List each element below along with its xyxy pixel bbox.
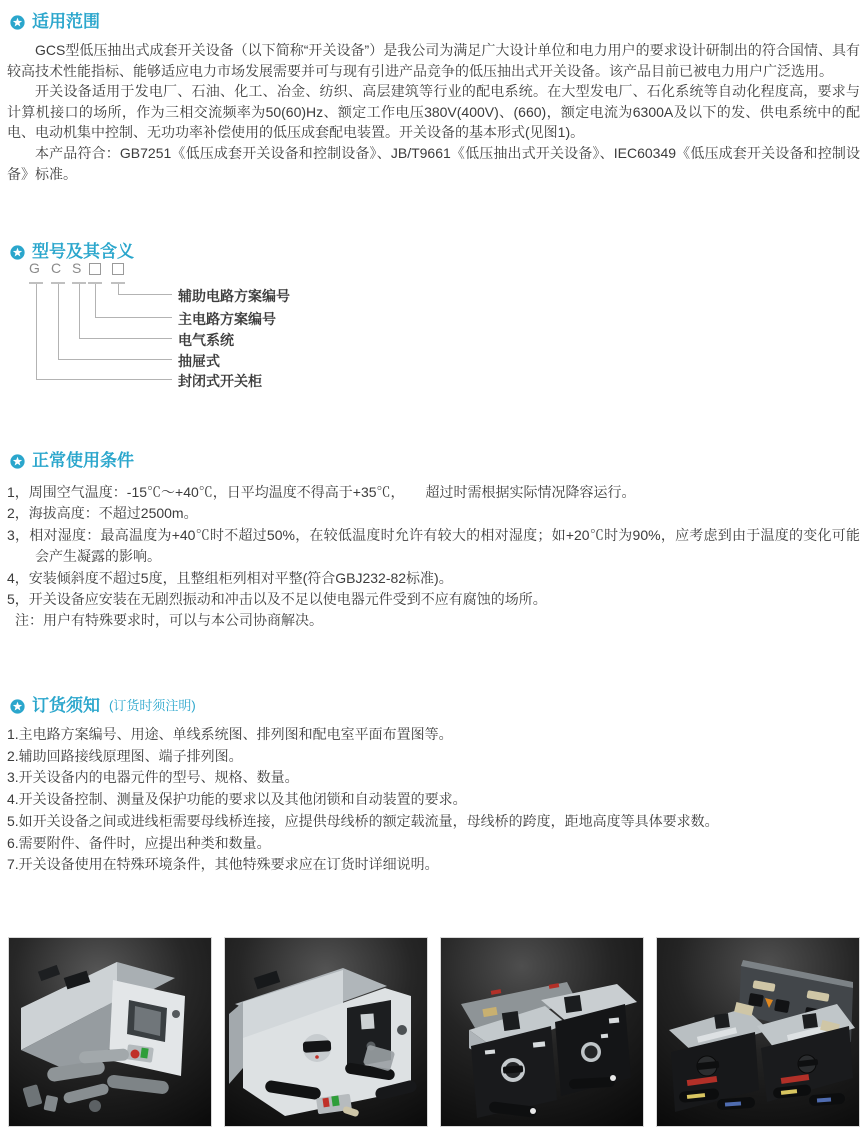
model-code-letter-g: G	[29, 260, 40, 276]
list-item: 2.辅助回路接线原理图、端子排列图。	[7, 747, 243, 764]
model-meaning-label: 辅助电路方案编号	[178, 288, 290, 304]
scope-paragraph: 开关设备适用于发电厂、石油、化工、冶金、纺织、高层建筑等行业的配电系统。在大型发电厂、石化系统等自动化程度高，要求与计算机接口的场所，作为三相交流频率为50(60)Hz、额定工作电压380V(400V)、(660)，额定电流为6300A及以下的发、供电系统中的配电、电动机集中控制、无功功率补偿使用的低压成套配电装置。开关设备的基本形式(见图1)。	[7, 83, 860, 141]
conditions-list	[7, 482, 860, 632]
model-meaning-label: 电气系统	[178, 332, 234, 348]
section-header-scope	[10, 12, 100, 32]
list-item: 1.主电路方案编号、用途、单线系统图、排列图和配电室平面布置图等。	[7, 726, 453, 742]
section-header-model	[10, 242, 134, 262]
section-title: 适用范围	[32, 12, 100, 31]
callout-line	[58, 284, 59, 359]
scope-paragraph: GCS型低压抽出式成套开关设备（以下简称“开关设备”）是我公司为满足广大设计单位和电力用户的要求设计研制出的符合国情、具有较高技术性能指标、能够适应电力市场发展需要并可与现有引进产品竞争的低压抽出式开关设备。该产品目前已被电力用户广泛选用。	[7, 42, 860, 79]
star-badge-icon	[10, 454, 25, 469]
model-code-letter-s: S	[72, 260, 82, 276]
model-code-diagram	[0, 260, 540, 400]
star-badge-icon	[10, 699, 25, 714]
model-meaning-label: 封闭式开关柜	[178, 373, 262, 389]
section-subtitle: (订货时须注明)	[109, 698, 196, 713]
callout-line	[36, 284, 37, 379]
star-badge-icon	[10, 245, 25, 260]
model-code-blank-box	[112, 263, 124, 275]
ordering-list	[7, 724, 860, 876]
conditions-note: 注：用户有特殊要求时，可以与本公司协商解决。	[15, 612, 323, 629]
list-item: 4.开关设备控制、测量及保护功能的要求以及其他闭锁和自动装置的要求。	[7, 791, 467, 808]
product-photo-drawers-terminal-rack	[656, 937, 860, 1127]
section-title: 正常使用条件	[32, 451, 134, 470]
list-item: 3，相对湿度：最高温度为+40℃时不超过50%，在较低温度时允许有较大的相对湿度；如+20℃时为90%，应考虑到由于温度的变化可能会产生凝露的影响。	[7, 526, 860, 565]
product-photo-strip	[8, 937, 860, 1127]
model-meaning-label: 抽屉式	[178, 353, 220, 369]
section-header-conditions	[10, 451, 134, 471]
list-item: 2，海拔高度：不超过2500m。	[7, 505, 198, 522]
callout-line	[79, 338, 172, 339]
list-item: 5，开关设备应安装在无剧烈振动和冲击以及不足以使电器元件受到不应有腐蚀的场所。	[7, 591, 547, 608]
model-code-blank-box	[89, 263, 101, 275]
callout-line	[118, 284, 119, 294]
list-item: 3.开关设备内的电器元件的型号、规格、数量。	[7, 769, 299, 786]
section-title: 型号及其含义	[32, 242, 134, 261]
product-photo-drawer-unit-switch	[224, 937, 428, 1127]
model-meaning-label: 主电路方案编号	[178, 311, 276, 327]
list-item: 1，周围空气温度：-15℃～+40℃，日平均温度不得高于+35℃， 超过时需根据实际情况降容运行。	[7, 484, 636, 500]
section-title: 订货须知	[32, 696, 100, 715]
callout-line	[95, 284, 96, 317]
list-item: 5.如开关设备之间或进线柜需要母线桥连接，应提供母线桥的额定载流量，母线桥的跨度，距地高度等具体要求数。	[7, 812, 719, 829]
callout-line	[36, 379, 172, 380]
list-item: 7.开关设备使用在特殊环境条件，其他特殊要求应在订货时详细说明。	[7, 856, 439, 873]
section-header-ordering	[10, 696, 196, 716]
model-code-letter-c: C	[51, 260, 62, 276]
scope-paragraph: 本产品符合：GB7251《低压成套开关设备和控制设备》、JB/T9661《低压抽出式开关设备》、IEC60349《低压成套开关设备和控制设备》标准。	[7, 144, 860, 182]
callout-line	[79, 284, 80, 338]
callout-line	[118, 294, 172, 295]
list-item: 4，安装倾斜度不超过5度，且整组柜列相对平整(符合GBJ232-82标准)。	[7, 569, 453, 586]
scope-paragraphs	[7, 40, 860, 184]
product-photo-drawer-unit-accessories	[8, 937, 212, 1127]
star-badge-icon	[10, 15, 25, 30]
callout-line	[58, 359, 172, 360]
callout-line	[95, 317, 172, 318]
product-photo-two-drawers	[440, 937, 644, 1127]
list-item: 6.需要附件、备件时，应提出种类和数量。	[7, 834, 271, 851]
